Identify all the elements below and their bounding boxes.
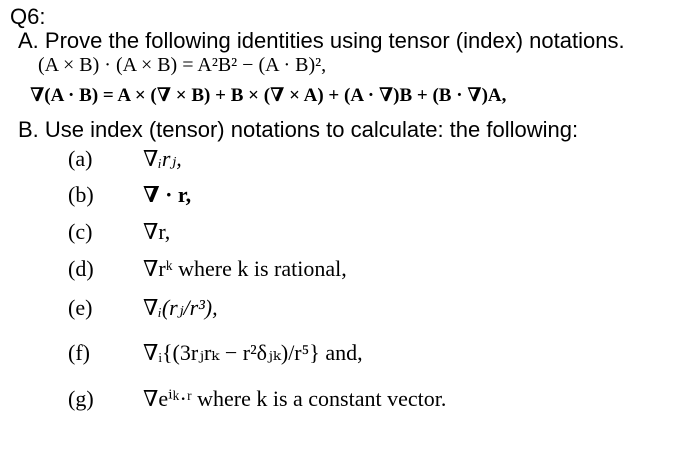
item-c-expression: ∇r, <box>143 219 171 244</box>
item-b-label: (b) <box>68 182 94 207</box>
item-e-label: (e) <box>68 295 93 320</box>
item-a-label: (a) <box>68 146 93 171</box>
question-number: Q6: <box>10 4 46 29</box>
part-a-instruction: A. Prove the following identities using tensor (index) notations. <box>18 28 625 53</box>
item-d-expression: ∇rᵏ where k is rational, <box>143 256 347 281</box>
item-g-expression: ∇eⁱᵏ·ʳ where k is a constant vector. <box>143 386 447 411</box>
part-b-instruction: B. Use index (tensor) notations to calculate: the following: <box>18 117 579 142</box>
identity-1: (A × B) · (A × B) = A²B² − (A · B)², <box>38 54 327 76</box>
identity-2: ∇(A · B) = A × (∇ × B) + B × (∇ × A) + (A · ∇)B + (B · ∇)A, <box>30 85 507 106</box>
item-f-expression: ∇ᵢ{(3rⱼrₖ − r²δⱼₖ)/r⁵} and, <box>143 340 363 365</box>
item-d-label: (d) <box>68 256 94 281</box>
item-f-label: (f) <box>68 340 90 365</box>
item-c-label: (c) <box>68 219 93 244</box>
item-g-label: (g) <box>68 386 94 411</box>
item-e-expression: ∇ᵢ(rⱼ/r³), <box>143 295 218 320</box>
item-a-expression: ∇ᵢrⱼ, <box>143 146 182 171</box>
item-b-expression: ∇ · r, <box>143 182 192 207</box>
